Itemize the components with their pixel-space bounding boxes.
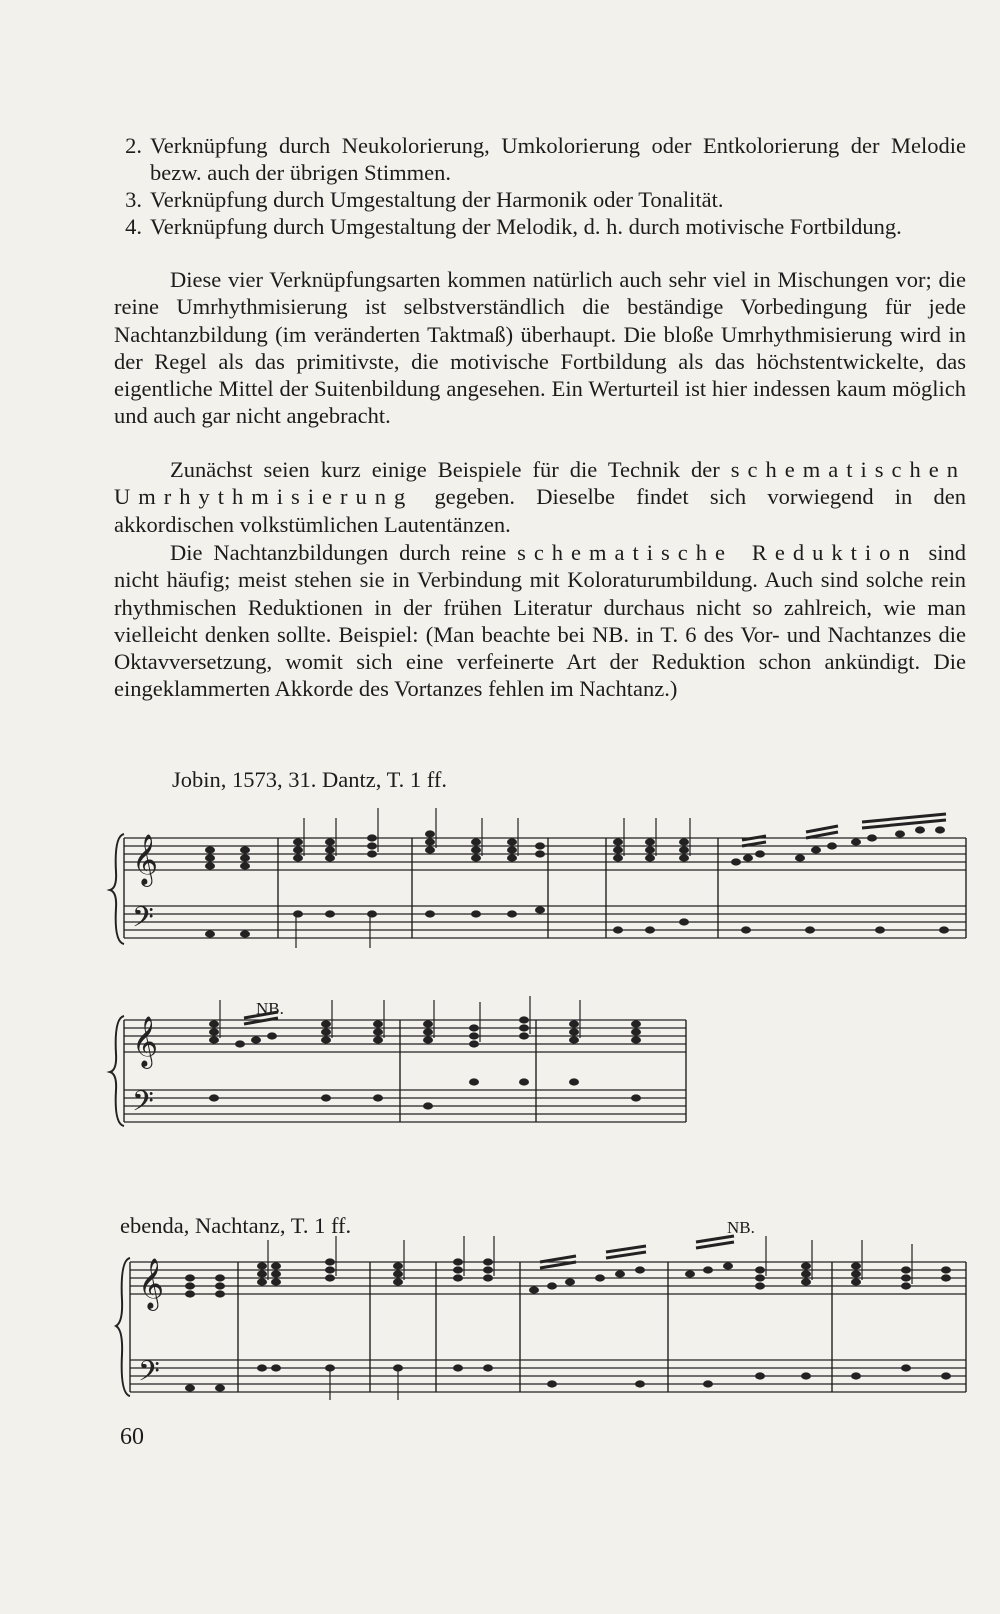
paragraph-text: Die Nachtanzbildungen durch reine <box>170 540 507 565</box>
list-item-text: Verknüpfung durch Neukolorierung, Umkolorierung oder Entkolorierung der Melodie bezw. auch der übrigen Stimmen. <box>150 133 966 185</box>
bass-clef-icon: 𝄢 <box>132 901 154 941</box>
music-system-3 <box>116 1236 966 1400</box>
bass-staff <box>124 906 966 938</box>
treble-staff <box>124 1020 686 1052</box>
paragraph-text: gegeben. Dieselbe findet sich vorwiegend in den akkordischen volkstümlichen Lautentänzen. <box>114 484 966 537</box>
bass-clef-icon: 𝄢 <box>138 1355 160 1395</box>
bass-noteheads <box>209 1078 641 1109</box>
barlines <box>124 838 966 938</box>
chord-noteheads <box>209 1016 641 1047</box>
emphasized-term: schematischen Umrhythmisierung <box>114 457 966 510</box>
list-item-number: 2. <box>125 133 142 158</box>
music-system-1 <box>110 808 966 948</box>
barlines <box>130 1262 966 1392</box>
music-system-2 <box>110 996 686 1126</box>
list-item-number: 3. <box>125 187 142 212</box>
emphasized-term: schematische Reduktion <box>517 540 918 565</box>
system-brace <box>110 834 124 944</box>
bass-clef-icon: 𝄢 <box>132 1085 154 1125</box>
treble-clef-icon: 𝄞 <box>132 1016 159 1067</box>
nb-label: NB. <box>256 999 284 1018</box>
example-caption: ebenda, Nachtanz, T. 1 ff. <box>120 1213 352 1238</box>
treble-clef-icon: 𝄞 <box>138 1258 165 1309</box>
treble-clef-icon: 𝄞 <box>132 834 159 885</box>
system-brace <box>110 1016 124 1126</box>
bass-staff <box>130 1360 966 1392</box>
page-number: 60 <box>120 1424 144 1450</box>
beams <box>540 1236 734 1268</box>
paragraph-text: Zunächst seien kurz einige Beispiele für die Technik der <box>170 457 720 482</box>
barlines <box>124 1020 686 1122</box>
list-item-text: Verknüpfung durch Umgestaltung der Harmonik oder Tonalität. <box>150 187 724 212</box>
paragraph: Diese vier Verknüpfungsarten kommen natürlich auch sehr viel in Mischungen vor; die reine Umrhythmisierung ist selbstverständlich die beständige Vorbedingung für jede Nachtanzbildung (im veränderten Taktmaß) überhaupt. Die bloße Umrhythmisierung wird in der Regel als das primitivste, die motivische Fortbildung als das höchstentwickelte, das eigentliche Mittel der Suitenbildung angesehen. Ein Werturteil ist hier indessen kaum möglich und auch gar nicht angebracht. <box>114 267 966 429</box>
stems <box>296 808 690 948</box>
bass-staff <box>124 1090 686 1122</box>
system-brace <box>116 1258 130 1396</box>
list-item-number: 4. <box>125 214 142 239</box>
nb-label: NB. <box>727 1218 755 1237</box>
example-caption: Jobin, 1573, 31. Dantz, T. 1 ff. <box>172 767 447 792</box>
list-item-text: Verknüpfung durch Umgestaltung der Melodik, d. h. durch motivische Fortbildung. <box>150 214 902 239</box>
paragraph-text: sind nicht häufig; meist stehen sie in Verbindung mit Koloraturumbildung. Auch sind solche rein rhythmischen Reduktionen in der frühen Literatur durchaus nicht so zahlreich, wie man vielleicht denken sollte. Beispiel: (Man beachte bei NB. in T. 6 des Vor- und Nachtanzes die Oktavversetzung, womit sich eine verfeinerte Art der Reduktion schon ankündigt. Die eingeklammerten Akkorde des Vortanzes fehlen im Nachtanz.) <box>114 540 966 702</box>
beams <box>244 1012 278 1024</box>
